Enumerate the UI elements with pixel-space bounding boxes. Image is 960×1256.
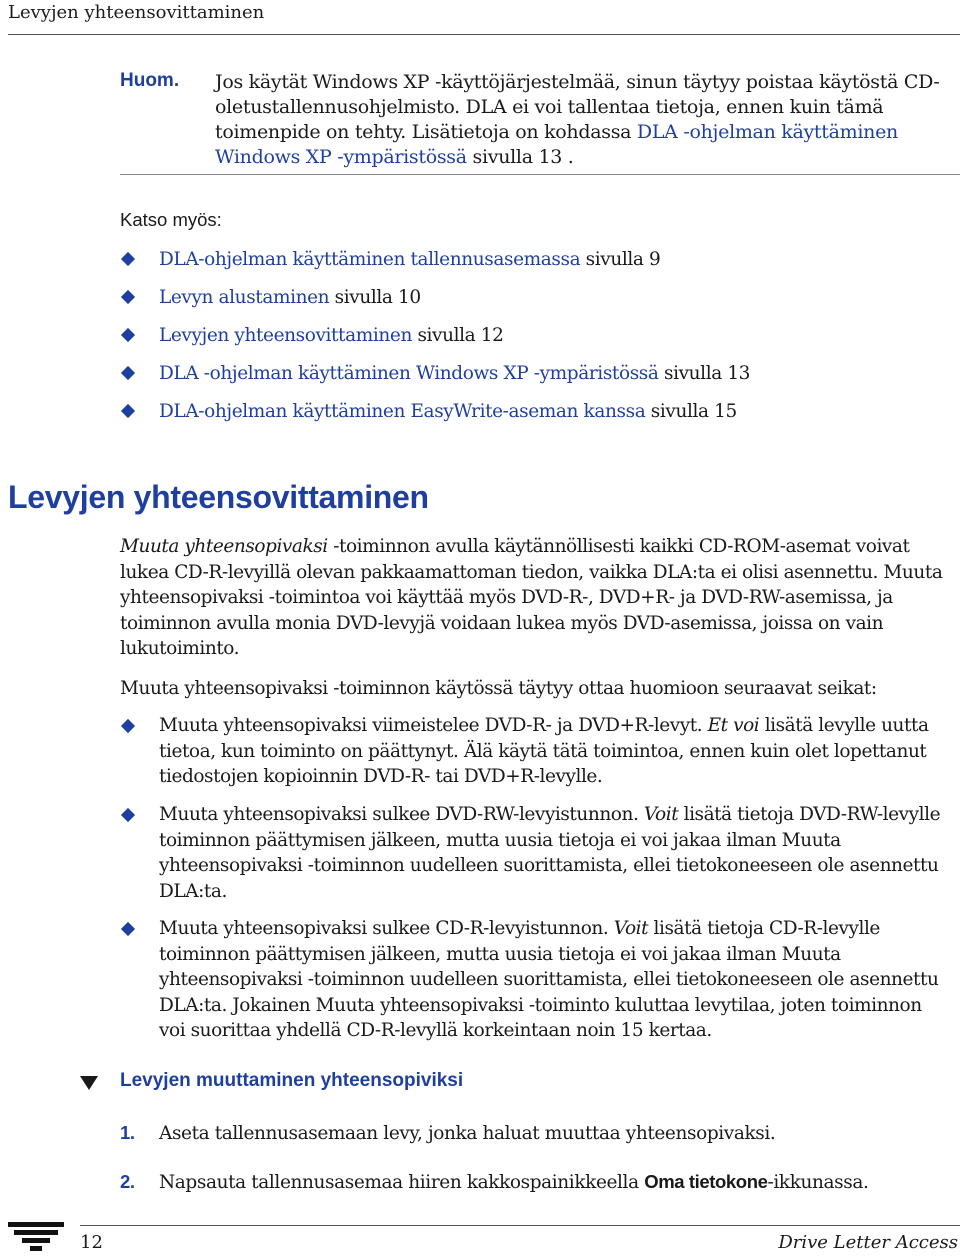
note-text-part2: sivulla 13 . (466, 146, 574, 168)
procedure-title: Levyjen muuttaminen yhteensopiviksi (120, 1070, 464, 1091)
list-item (120, 802, 950, 904)
diamond-bullet-icon (121, 719, 135, 733)
procedure-step (120, 1171, 868, 1193)
footer-divider (80, 1225, 960, 1226)
list-item (120, 916, 950, 1044)
page-ref: sivulla 13 (658, 363, 751, 384)
list-item (120, 362, 950, 400)
diamond-bullet-icon (121, 404, 135, 418)
ui-element-name: Oma tietokone (644, 1171, 768, 1192)
page-ref: sivulla 12 (411, 325, 504, 346)
note-text (215, 70, 960, 170)
bullet-text: lisätä levylle uutta tietoa, kun toiminto on päättynyt. Älä käytä tätä toimintoa, ennen kuin olet lopettanut tiedostojen kopioinnin DVD-R- tai DVD+R-levylle. (159, 715, 929, 787)
see-also-list (120, 248, 950, 438)
section-title: Levyjen yhteensovittaminen (8, 479, 429, 515)
bullet-text: Muuta yhteensopivaksi sulkee CD-R-levyistunnon. (159, 918, 614, 939)
page-ref: sivulla 10 (329, 287, 421, 308)
procedure-step (120, 1122, 775, 1144)
see-also-link[interactable]: DLA-ohjelman käyttäminen tallennusasemassa (159, 249, 581, 270)
considerations-list (120, 802, 950, 904)
page-ref: sivulla 9 (580, 249, 661, 270)
list-item (120, 400, 950, 438)
footer-title: Drive Letter Access (778, 1232, 958, 1253)
step-number: 1. (120, 1122, 135, 1143)
triangle-down-icon (80, 1076, 98, 1090)
diamond-bullet-icon (121, 328, 135, 342)
page-ref: sivulla 15 (645, 401, 737, 422)
veritas-logo-icon (8, 1222, 64, 1254)
bullet-text: Muuta yhteensopivaksi viimeistelee DVD-R- ja DVD+R-levyt. (159, 715, 708, 736)
bullet-emphasis: Voit (613, 918, 649, 939)
bullet-text: lisätä tietoja CD-R-levylle toiminnon päättymisen jälkeen, mutta uusia tietoja ei voi jakaa ilman Muuta yhteensopivaksi -toiminnon uudelleen suorittamista, ellei tietokoneeseen ole asennettu DLA:ta. Jokainen Muuta yhteensopivaksi -toiminto kuluttaa levytilaa, joten toiminnon voi suorittaa yhdellä CD-R-levyllä korkeintaan noin 15 kertaa. (159, 918, 939, 1041)
see-also-link[interactable]: DLA -ohjelman käyttäminen Windows XP -ympäristössä (159, 363, 659, 384)
running-head: Levyjen yhteensovittaminen (8, 2, 265, 23)
see-also-link[interactable]: Levyn alustaminen (159, 287, 330, 308)
bullet-emphasis: Voit (643, 804, 679, 825)
note-label: Huom. (120, 70, 180, 91)
step-text: -ikkunassa. (767, 1172, 869, 1193)
note-link[interactable]: DLA -ohjelman käyttäminen Windows XP -ympäristössä (215, 121, 898, 168)
see-also-link[interactable]: DLA-ohjelman käyttäminen EasyWrite-aseman kanssa (159, 401, 646, 422)
see-also-label: Katso myös: (120, 209, 222, 230)
list-item (120, 286, 950, 324)
bullet-emphasis: Et voi (707, 715, 760, 736)
diamond-bullet-icon (121, 366, 135, 380)
intro-text: -toiminnon avulla käytännöllisesti kaikki CD-ROM-asemat voivat lukea CD-R-levyillä olevan pakkaamattoman tiedon, vaikka DLA:ta ei olisi asennettu. Muuta yhteensopivaksi -toimintoa voi käyttää myös DVD-R-, DVD+R- ja DVD-RW-asemissa, ja toiminnon avulla monia DVD-levyjä voidaan lukea myös DVD-asemissa, joissa on vain lukutoiminto. (120, 536, 943, 659)
list-item (120, 248, 950, 286)
list-item (120, 324, 950, 362)
header-divider (8, 34, 960, 35)
bullet-text: lisätä tietoja DVD-RW-levylle toiminnon päättymisen jälkeen, mutta uusia tietoja ei voi jakaa ilman Muuta yhteensopivaksi -toiminnon uudelleen suorittamista, ellei tietokoneeseen ole asennettu DLA:ta. (159, 804, 941, 902)
considerations-paragraph: Muuta yhteensopivaksi -toiminnon käytössä täytyy ottaa huomioon seuraavat seikat: (120, 678, 877, 699)
diamond-bullet-icon (121, 290, 135, 304)
step-text: Aseta tallennusasemaan levy, jonka haluat muuttaa yhteensopivaksi. (159, 1123, 776, 1144)
step-text: Napsauta tallennusasemaa hiiren kakkospainikkeella (159, 1172, 645, 1193)
see-also-link[interactable]: Levyjen yhteensovittaminen (159, 325, 412, 346)
intro-paragraph (120, 534, 950, 662)
step-number: 2. (120, 1171, 135, 1192)
note-divider (120, 174, 960, 175)
diamond-bullet-icon (121, 922, 135, 936)
page-number: 12 (80, 1232, 103, 1253)
diamond-bullet-icon (121, 252, 135, 266)
feature-name: Muuta yhteensopivaksi (120, 536, 328, 557)
diamond-bullet-icon (121, 808, 135, 822)
considerations-list (120, 713, 950, 790)
list-item (120, 713, 950, 790)
note-text-part1: Jos käytät Windows XP -käyttöjärjestelmää, sinun täytyy poistaa käytöstä CD-oletustallennusohjelmisto. DLA ei voi tallentaa tietoja, ennen kuin tämä toimenpide on tehty. Lisätietoja on kohdassa (215, 71, 940, 143)
bullet-text: Muuta yhteensopivaksi sulkee DVD-RW-levyistunnon. (159, 804, 644, 825)
considerations-list (120, 916, 950, 1044)
